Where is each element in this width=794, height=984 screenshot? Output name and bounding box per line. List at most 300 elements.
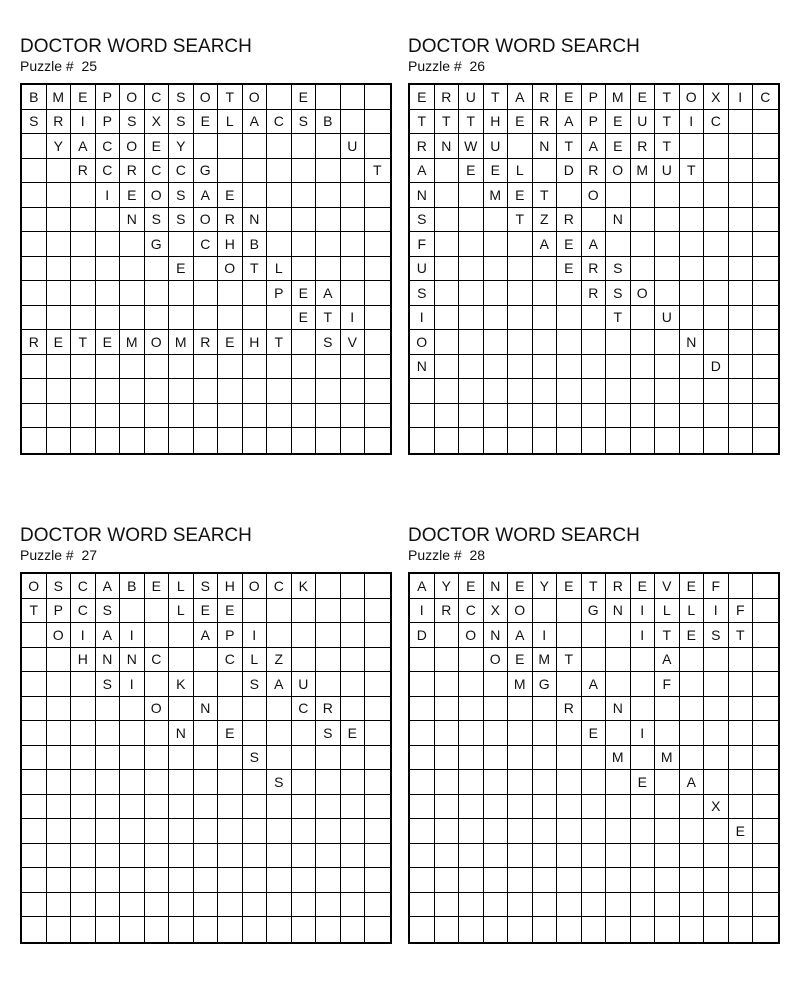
grid-cell (218, 159, 243, 184)
grid-cell (218, 917, 243, 942)
grid-cell (365, 672, 390, 697)
grid-cell (435, 355, 460, 380)
grid-cell: F (729, 599, 754, 624)
grid-cell (508, 232, 533, 257)
grid-cell: O (22, 574, 47, 599)
grid-cell (71, 844, 96, 869)
grid-cell (194, 257, 219, 282)
grid-cell (47, 795, 72, 820)
grid-cell (729, 306, 754, 331)
grid-cell (47, 697, 72, 722)
grid-cell: O (218, 257, 243, 282)
grid-cell: X (704, 85, 729, 110)
grid-cell (753, 330, 778, 355)
grid-cell (194, 648, 219, 673)
grid-cell (704, 257, 729, 282)
grid-cell: B (120, 574, 145, 599)
grid-cell: O (484, 648, 509, 673)
grid-cell: E (120, 183, 145, 208)
grid-cell: M (47, 85, 72, 110)
grid-cell: L (508, 159, 533, 184)
grid-cell (533, 746, 558, 771)
grid-cell (704, 746, 729, 771)
grid-cell (435, 306, 460, 331)
grid-cell (169, 697, 194, 722)
grid-cell (365, 623, 390, 648)
grid-cell (557, 721, 582, 746)
grid-cell: C (96, 159, 121, 184)
grid-cell (655, 428, 680, 453)
grid-cell (753, 746, 778, 771)
letter-grid (20, 83, 392, 455)
grid-cell (194, 844, 219, 869)
grid-cell (680, 672, 705, 697)
grid-cell (22, 672, 47, 697)
grid-cell (120, 379, 145, 404)
grid-cell (655, 795, 680, 820)
grid-cell (753, 795, 778, 820)
grid-cell (606, 355, 631, 380)
grid-cell (435, 819, 460, 844)
grid-cell: S (316, 330, 341, 355)
grid-cell: A (508, 623, 533, 648)
grid-cell (71, 404, 96, 429)
grid-cell (365, 574, 390, 599)
grid-cell: H (218, 232, 243, 257)
grid-cell (316, 232, 341, 257)
grid-cell: O (243, 85, 268, 110)
grid-cell: P (582, 85, 607, 110)
grid-cell: I (410, 599, 435, 624)
grid-cell (194, 404, 219, 429)
grid-cell (582, 844, 607, 869)
grid-cell (459, 208, 484, 233)
grid-cell (267, 819, 292, 844)
grid-cell: E (218, 183, 243, 208)
grid-cell (410, 721, 435, 746)
grid-cell: E (557, 574, 582, 599)
grid-cell: E (292, 306, 317, 331)
grid-cell (96, 404, 121, 429)
grid-cell (365, 893, 390, 918)
grid-cell (729, 257, 754, 282)
grid-cell: O (508, 599, 533, 624)
grid-cell (729, 404, 754, 429)
grid-cell (680, 208, 705, 233)
grid-cell: E (145, 574, 170, 599)
grid-cell: E (484, 159, 509, 184)
grid-cell (22, 281, 47, 306)
grid-cell (459, 746, 484, 771)
grid-cell: T (365, 159, 390, 184)
grid-cell (120, 721, 145, 746)
grid-cell (508, 134, 533, 159)
grid-cell: B (316, 110, 341, 135)
grid-cell: E (680, 574, 705, 599)
grid-cell: F (655, 672, 680, 697)
grid-cell: T (655, 623, 680, 648)
grid-cell (120, 917, 145, 942)
grid-cell (47, 721, 72, 746)
grid-cell (71, 672, 96, 697)
grid-cell: C (218, 648, 243, 673)
grid-cell (557, 281, 582, 306)
grid-cell: U (459, 85, 484, 110)
grid-cell: T (655, 110, 680, 135)
grid-cell (96, 795, 121, 820)
grid-cell (169, 428, 194, 453)
grid-cell: R (316, 697, 341, 722)
grid-cell (459, 697, 484, 722)
grid-cell: R (631, 134, 656, 159)
grid-cell: U (631, 110, 656, 135)
grid-cell: W (459, 134, 484, 159)
grid-cell (316, 868, 341, 893)
grid-cell (557, 599, 582, 624)
grid-cell (194, 355, 219, 380)
grid-cell (120, 746, 145, 771)
grid-cell (22, 355, 47, 380)
grid-cell (606, 648, 631, 673)
grid-cell (753, 110, 778, 135)
grid-cell: S (96, 599, 121, 624)
grid-cell (47, 208, 72, 233)
grid-cell (292, 159, 317, 184)
grid-cell (145, 257, 170, 282)
grid-cell: A (243, 110, 268, 135)
grid-cell: N (606, 697, 631, 722)
grid-cell (631, 404, 656, 429)
grid-cell (459, 306, 484, 331)
grid-cell: A (557, 110, 582, 135)
grid-cell (410, 648, 435, 673)
grid-cell (704, 868, 729, 893)
grid-cell (484, 281, 509, 306)
grid-cell: T (606, 306, 631, 331)
grid-cell (292, 721, 317, 746)
grid-cell (557, 917, 582, 942)
grid-cell: F (704, 574, 729, 599)
grid-cell: G (145, 232, 170, 257)
grid-cell (96, 428, 121, 453)
grid-cell (459, 281, 484, 306)
grid-cell (267, 232, 292, 257)
grid-cell (729, 330, 754, 355)
grid-cell (341, 183, 366, 208)
grid-cell (267, 917, 292, 942)
grid-cell (267, 428, 292, 453)
grid-cell (606, 672, 631, 697)
grid-cell (267, 134, 292, 159)
grid-cell (557, 746, 582, 771)
grid-cell (145, 770, 170, 795)
grid-cell (341, 819, 366, 844)
grid-cell: L (169, 574, 194, 599)
grid-cell (631, 893, 656, 918)
grid-cell (753, 697, 778, 722)
grid-cell (631, 183, 656, 208)
grid-cell (680, 306, 705, 331)
grid-cell (655, 330, 680, 355)
grid-cell (47, 648, 72, 673)
grid-cell (729, 281, 754, 306)
grid-cell (22, 819, 47, 844)
grid-cell (435, 721, 460, 746)
grid-cell (22, 306, 47, 331)
grid-cell: G (582, 599, 607, 624)
grid-cell (606, 232, 631, 257)
grid-cell (753, 648, 778, 673)
grid-cell (47, 306, 72, 331)
grid-cell: E (680, 623, 705, 648)
grid-cell (631, 697, 656, 722)
grid-cell (533, 599, 558, 624)
grid-cell (292, 819, 317, 844)
grid-cell (606, 819, 631, 844)
grid-cell (341, 574, 366, 599)
grid-cell (194, 428, 219, 453)
grid-cell: E (631, 574, 656, 599)
grid-cell (704, 697, 729, 722)
grid-cell (365, 917, 390, 942)
grid-cell (96, 257, 121, 282)
grid-cell (47, 404, 72, 429)
grid-cell (606, 721, 631, 746)
grid-cell (145, 281, 170, 306)
grid-cell: T (484, 85, 509, 110)
grid-cell (459, 404, 484, 429)
grid-cell (753, 404, 778, 429)
grid-cell (459, 257, 484, 282)
grid-cell: T (582, 574, 607, 599)
grid-cell: I (631, 623, 656, 648)
grid-cell: E (292, 281, 317, 306)
grid-cell (316, 183, 341, 208)
grid-cell (631, 257, 656, 282)
grid-cell (533, 721, 558, 746)
grid-cell (680, 868, 705, 893)
grid-cell (316, 917, 341, 942)
grid-cell (22, 404, 47, 429)
grid-cell (606, 917, 631, 942)
grid-cell (655, 183, 680, 208)
grid-cell (316, 844, 341, 869)
grid-cell: M (508, 672, 533, 697)
grid-cell: A (582, 232, 607, 257)
grid-cell (484, 697, 509, 722)
grid-cell (753, 770, 778, 795)
grid-cell (655, 697, 680, 722)
grid-cell: T (435, 110, 460, 135)
grid-cell (508, 746, 533, 771)
grid-cell (341, 257, 366, 282)
letter-grid (408, 572, 780, 944)
grid-cell (267, 404, 292, 429)
grid-cell (410, 844, 435, 869)
grid-cell (145, 721, 170, 746)
grid-cell (71, 257, 96, 282)
grid-cell (194, 770, 219, 795)
grid-cell (292, 428, 317, 453)
grid-cell (341, 648, 366, 673)
grid-cell (557, 355, 582, 380)
grid-cell (47, 672, 72, 697)
grid-cell (243, 721, 268, 746)
grid-cell (22, 648, 47, 673)
grid-cell (631, 795, 656, 820)
grid-cell: A (410, 159, 435, 184)
grid-cell (243, 134, 268, 159)
grid-cell (71, 379, 96, 404)
grid-cell (341, 795, 366, 820)
grid-cell: E (194, 110, 219, 135)
grid-cell (267, 599, 292, 624)
grid-cell: T (655, 85, 680, 110)
grid-cell (292, 868, 317, 893)
grid-cell (729, 134, 754, 159)
grid-cell (71, 281, 96, 306)
grid-cell (582, 819, 607, 844)
grid-cell (435, 893, 460, 918)
grid-cell: S (410, 281, 435, 306)
grid-cell (655, 379, 680, 404)
grid-cell: I (704, 599, 729, 624)
grid-cell (704, 208, 729, 233)
grid-cell (533, 355, 558, 380)
grid-cell (459, 795, 484, 820)
grid-cell: N (120, 208, 145, 233)
grid-cell (655, 819, 680, 844)
grid-cell (292, 746, 317, 771)
grid-cell: O (631, 281, 656, 306)
grid-cell (218, 697, 243, 722)
grid-cell (341, 893, 366, 918)
grid-cell: M (631, 159, 656, 184)
grid-cell (582, 917, 607, 942)
grid-cell (753, 183, 778, 208)
grid-cell (729, 721, 754, 746)
grid-cell (680, 844, 705, 869)
grid-cell: A (533, 232, 558, 257)
grid-cell (508, 868, 533, 893)
grid-cell (729, 795, 754, 820)
grid-cell: T (533, 183, 558, 208)
grid-cell (729, 697, 754, 722)
grid-cell (292, 599, 317, 624)
grid-cell: Y (435, 574, 460, 599)
grid-cell (22, 795, 47, 820)
grid-cell (459, 672, 484, 697)
grid-cell (169, 819, 194, 844)
grid-cell: I (120, 623, 145, 648)
grid-cell (704, 893, 729, 918)
grid-cell: E (292, 85, 317, 110)
grid-cell (120, 697, 145, 722)
grid-cell (508, 917, 533, 942)
grid-cell (341, 697, 366, 722)
grid-cell (243, 795, 268, 820)
grid-cell (631, 672, 656, 697)
grid-cell (71, 208, 96, 233)
grid-cell: M (606, 85, 631, 110)
grid-cell (47, 281, 72, 306)
grid-cell (365, 795, 390, 820)
grid-cell (680, 721, 705, 746)
grid-cell: T (557, 134, 582, 159)
grid-cell (316, 623, 341, 648)
grid-cell (169, 623, 194, 648)
grid-cell: E (218, 330, 243, 355)
grid-cell: F (410, 232, 435, 257)
grid-cell (365, 697, 390, 722)
grid-cell (218, 134, 243, 159)
grid-cell (557, 868, 582, 893)
grid-cell: N (96, 648, 121, 673)
grid-cell (341, 379, 366, 404)
grid-cell (96, 819, 121, 844)
grid-cell (341, 746, 366, 771)
grid-cell: C (145, 648, 170, 673)
grid-cell (267, 893, 292, 918)
grid-cell: R (410, 134, 435, 159)
grid-cell (753, 159, 778, 184)
grid-cell: S (96, 672, 121, 697)
grid-cell (704, 134, 729, 159)
puzzle-number-label: Puzzle # (408, 58, 462, 74)
grid-cell: E (410, 85, 435, 110)
grid-cell (631, 844, 656, 869)
grid-cell (96, 868, 121, 893)
grid-cell (292, 355, 317, 380)
grid-cell: E (341, 721, 366, 746)
grid-cell (292, 134, 317, 159)
grid-cell (508, 355, 533, 380)
grid-cell (655, 281, 680, 306)
grid-cell: E (194, 599, 219, 624)
grid-cell: N (169, 721, 194, 746)
grid-cell (484, 819, 509, 844)
grid-cell: S (22, 110, 47, 135)
grid-cell: S (169, 183, 194, 208)
grid-cell: O (194, 208, 219, 233)
grid-cell: L (655, 599, 680, 624)
grid-cell (365, 770, 390, 795)
grid-cell (169, 746, 194, 771)
grid-cell (267, 623, 292, 648)
grid-cell (533, 697, 558, 722)
grid-cell (557, 770, 582, 795)
grid-cell (508, 379, 533, 404)
grid-cell (680, 404, 705, 429)
grid-cell: T (71, 330, 96, 355)
grid-cell (194, 134, 219, 159)
grid-cell (292, 893, 317, 918)
grid-cell (218, 404, 243, 429)
grid-cell (22, 257, 47, 282)
grid-cell (194, 893, 219, 918)
grid-cell (484, 306, 509, 331)
grid-cell (680, 795, 705, 820)
grid-cell (22, 721, 47, 746)
grid-cell (316, 770, 341, 795)
grid-cell: C (704, 110, 729, 135)
grid-cell: E (145, 134, 170, 159)
grid-cell (582, 697, 607, 722)
grid-cell (341, 232, 366, 257)
grid-cell: S (120, 110, 145, 135)
grid-cell: P (47, 599, 72, 624)
grid-cell (729, 208, 754, 233)
